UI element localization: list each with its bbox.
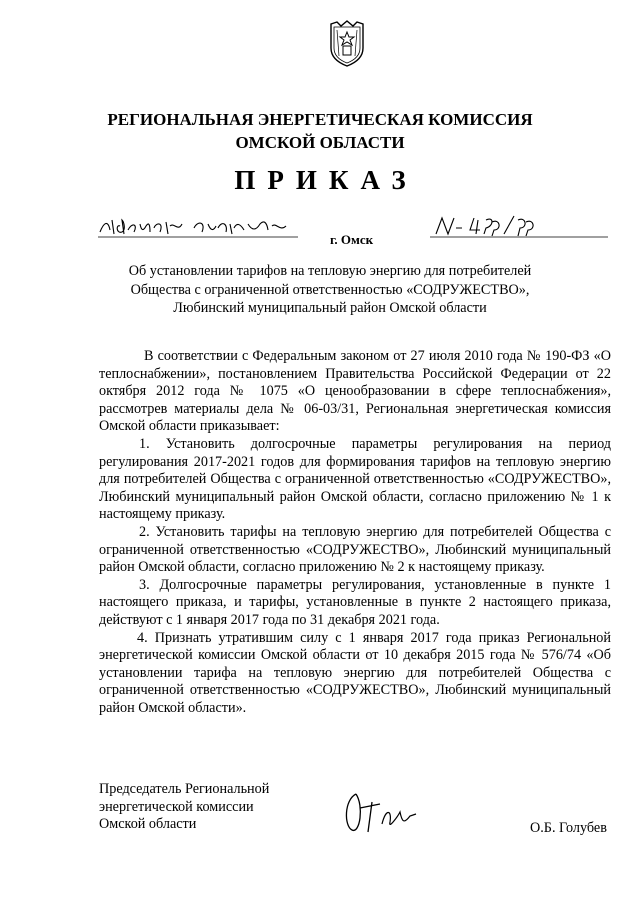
signatory-name: О.Б. Голубев — [530, 820, 607, 836]
item-4-paragraph: 4. Признать утратившим силу с 1 января 2017 года приказ Региональной энергетической комиссии Омской области от 10 декабря 2015 года № 576/74 «Об установлении тарифа на тепловую энергию для потребителей Общества с ограниченной ответственностью «СОДРУЖЕСТВО», Любинский муниципальный район Омской области». — [99, 629, 611, 716]
item-1-paragraph: 1. Установить долгосрочные параметры регулирования на период регулирования 2017-2021 годов для формирования тарифов на тепловую энергию для потребителей Общества с ограниченной ответственностью «СОДРУЖЕСТВО», Любинский муниципальный район Омской области, согласно приложению № 1 к настоящему приказу. — [99, 435, 611, 523]
handwritten-date — [98, 212, 308, 242]
subject-line2: Общества с ограниченной ответственностью «СОДРУЖЕСТВО», — [130, 281, 530, 298]
subject-line1: Об установлении тарифов на тепловую энергию для потребителей — [128, 263, 532, 279]
city-label: г. Омск — [330, 232, 374, 247]
order-subject — [110, 262, 550, 318]
position-line1: Председатель Региональной — [99, 781, 270, 797]
organization-name-line1: РЕГИОНАЛЬНАЯ ЭНЕРГЕТИЧЕСКАЯ КОМИССИЯ — [107, 110, 533, 129]
intro-paragraph: В соответствии с Федеральным законом от 27 июля 2010 года № 190-ФЗ «О теплоснабжении», постановлением Правительства Российской Федерации от 22 октября 2012 года № 1075 «О ценообразовании в сфере теплоснабжения», рассмотрев материалы дела № 06-03/31, Региональная энергетическая комиссия Омской области приказывает: — [99, 348, 611, 435]
item-2-paragraph: 2. Установить тарифы на тепловую энергию для потребителей Общества с ограниченной ответственностью «СОДРУЖЕСТВО», Любинский муниципальный район Омской области, согласно приложению № 2 к настоящему приказу. — [99, 523, 611, 576]
order-body — [99, 348, 611, 717]
handwritten-number — [430, 212, 608, 242]
document-title: ПРИКАЗ — [234, 165, 418, 195]
subject-line3: Любинский муниципальный район Омской области — [173, 300, 487, 316]
position-line3: Омской области — [99, 816, 197, 833]
item-3-paragraph: 3. Долгосрочные параметры регулирования, установленные в пункте 1 настоящего приказа, и тарифы, установленные в пункте 2 настоящего приказа, действуют с 1 января 2017 года по 31 декабря 2021 года. — [99, 576, 611, 628]
signatory-position — [99, 781, 269, 834]
organization-name-line2: ОМСКОЙ ОБЛАСТИ — [235, 133, 405, 152]
handwritten-signature — [342, 786, 432, 838]
position-line2: энергетической комиссии — [99, 798, 254, 815]
coat-of-arms-icon — [327, 18, 367, 68]
